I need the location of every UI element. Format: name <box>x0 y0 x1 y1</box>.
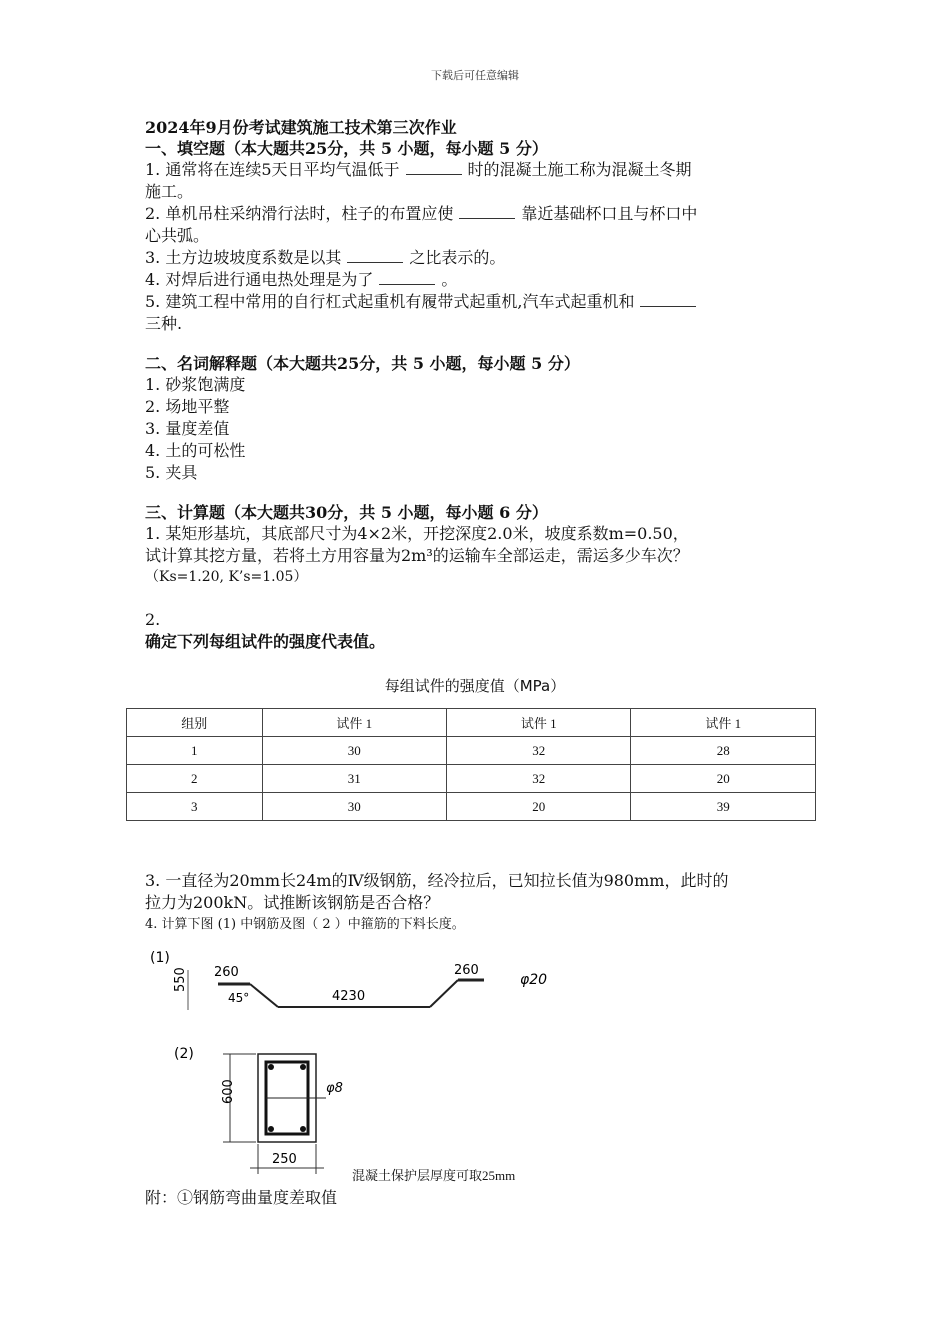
term-item: 2. 场地平整 <box>145 397 230 416</box>
figure-1-label: (1) <box>150 950 170 966</box>
dim-height: 550 <box>173 967 188 992</box>
diameter-label: φ20 <box>520 972 548 988</box>
calc-q1-line2: 试计算其挖方量，若将土方用容量为2m³的运输车全部运走，需运多少车次？ <box>145 546 689 565</box>
fill-question-2 <box>145 203 815 225</box>
table-header: 试件 1 <box>631 709 816 737</box>
table-cell: 39 <box>631 793 816 821</box>
section2-heading: 二、名词解释题（本大题共25分，共 5 小题，每小题 5 分） <box>145 354 580 373</box>
q1-text-a: 1. 通常将在连续5天日平均气温低于 <box>145 160 400 179</box>
calc-q1-line1: 1. 某矩形基坑，其底部尺寸为4×2米，开挖深度2.0米，坡度系数m=0.50， <box>145 524 689 543</box>
q5-text-a: 5. 建筑工程中常用的自行杠式起重机有履带式起重机,汽车式起重机和 <box>145 292 635 311</box>
table-cell: 3 <box>127 793 263 821</box>
table-cell: 20 <box>447 793 631 821</box>
q3-text-a: 3. 土方边坡坡度系数是以其 <box>145 248 342 267</box>
table-cell: 30 <box>262 793 446 821</box>
rebar-figure-1 <box>148 940 558 1030</box>
q4-text-a: 4. 对焊后进行通电热处理是为了 <box>145 270 374 289</box>
dim-height: 600 <box>221 1079 236 1104</box>
strength-table <box>126 708 816 821</box>
table-header: 试件 1 <box>262 709 446 737</box>
section1-heading: 一、填空题（本大题共25分，共 5 小题，每小题 5 分） <box>145 139 548 158</box>
table-header: 组别 <box>127 709 263 737</box>
table-row <box>127 793 816 821</box>
calc-q1-line3: （Ks=1.20, K’s=1.05） <box>145 569 308 585</box>
angle-label: 45° <box>228 991 250 1005</box>
page-title: 2024年9月份考试建筑施工技术第三次作业 <box>145 118 457 137</box>
rebar-right-bend <box>430 980 458 1007</box>
calc-q2-number: 2. <box>145 610 161 629</box>
q2-text-a: 2. 单机吊柱采纳滑行法时，柱子的布置应使 <box>145 204 454 223</box>
corner-bar <box>300 1064 306 1070</box>
q3-text-b: 之比表示的。 <box>409 248 506 267</box>
table-cell: 31 <box>262 765 446 793</box>
table-cell: 32 <box>447 737 631 765</box>
table-row <box>127 737 816 765</box>
dim-right: 260 <box>454 963 479 978</box>
stirrup-figure-2 <box>168 1040 358 1180</box>
q2-continuation: 心共弧。 <box>145 226 210 245</box>
term-item: 1. 砂浆饱满度 <box>145 375 246 394</box>
diameter-label: φ8 <box>326 1081 343 1096</box>
calc-question-4: 4. 计算下图 (1) 中钢筋及图（ 2 ）中箍筋的下料长度。 <box>145 917 465 932</box>
table-cell: 30 <box>262 737 446 765</box>
fill-question-5 <box>145 291 815 313</box>
table-caption: 每组试件的强度值（MPa） <box>384 677 566 695</box>
section3-heading: 三、计算题（本大题共30分，共 5 小题，每小题 6 分） <box>145 503 548 522</box>
table-cell: 28 <box>631 737 816 765</box>
fill-question-1 <box>145 159 815 181</box>
corner-bar <box>268 1064 274 1070</box>
answer-blank[interactable] <box>347 250 403 263</box>
calc-q2-title: 确定下列每组试件的强度代表值。 <box>145 632 386 651</box>
document-body <box>145 118 815 652</box>
q4-text-b: 。 <box>441 270 458 289</box>
q1-continuation: 施工。 <box>145 182 194 201</box>
answer-blank[interactable] <box>406 162 462 175</box>
cover-note: 混凝土保护层厚度可取25mm <box>352 1168 516 1183</box>
answer-blank[interactable] <box>640 294 696 307</box>
term-item: 4. 土的可松性 <box>145 441 246 460</box>
table-cell: 20 <box>631 765 816 793</box>
calc-q3-line1: 3. 一直径为20mm长24m的Ⅳ级钢筋，经冷拉后，已知拉长值为980mm，此时的 <box>145 871 729 890</box>
table-header-row <box>127 709 816 737</box>
corner-bar <box>268 1126 274 1132</box>
q5-continuation: 三种. <box>145 314 183 333</box>
figure-2-label: (2) <box>174 1046 194 1062</box>
fill-question-4 <box>145 269 815 291</box>
table-header: 试件 1 <box>447 709 631 737</box>
table-cell: 2 <box>127 765 263 793</box>
fill-question-3 <box>145 247 815 269</box>
table-cell: 32 <box>447 765 631 793</box>
table-row <box>127 765 816 793</box>
rebar-left-bend <box>250 984 278 1007</box>
appendix-note: 附：①钢筋弯曲量度差取值 <box>145 1188 338 1207</box>
dim-width: 250 <box>272 1152 297 1167</box>
q2-text-b: 靠近基础杯口且与杯口中 <box>521 204 698 223</box>
term-item: 5. 夹具 <box>145 463 198 482</box>
q1-text-b: 时的混凝土施工称为混凝土冬期 <box>467 160 692 179</box>
answer-blank[interactable] <box>459 206 515 219</box>
calc-q3-line2: 拉力为200kN。试推断该钢筋是否合格？ <box>145 893 440 912</box>
term-item: 3. 量度差值 <box>145 419 230 438</box>
table-cell: 1 <box>127 737 263 765</box>
dim-middle: 4230 <box>332 989 366 1004</box>
dim-left: 260 <box>214 965 239 980</box>
answer-blank[interactable] <box>379 272 435 285</box>
corner-bar <box>300 1126 306 1132</box>
header-note: 下载后可任意编辑 <box>431 69 519 82</box>
calc-question-3 <box>145 870 815 914</box>
